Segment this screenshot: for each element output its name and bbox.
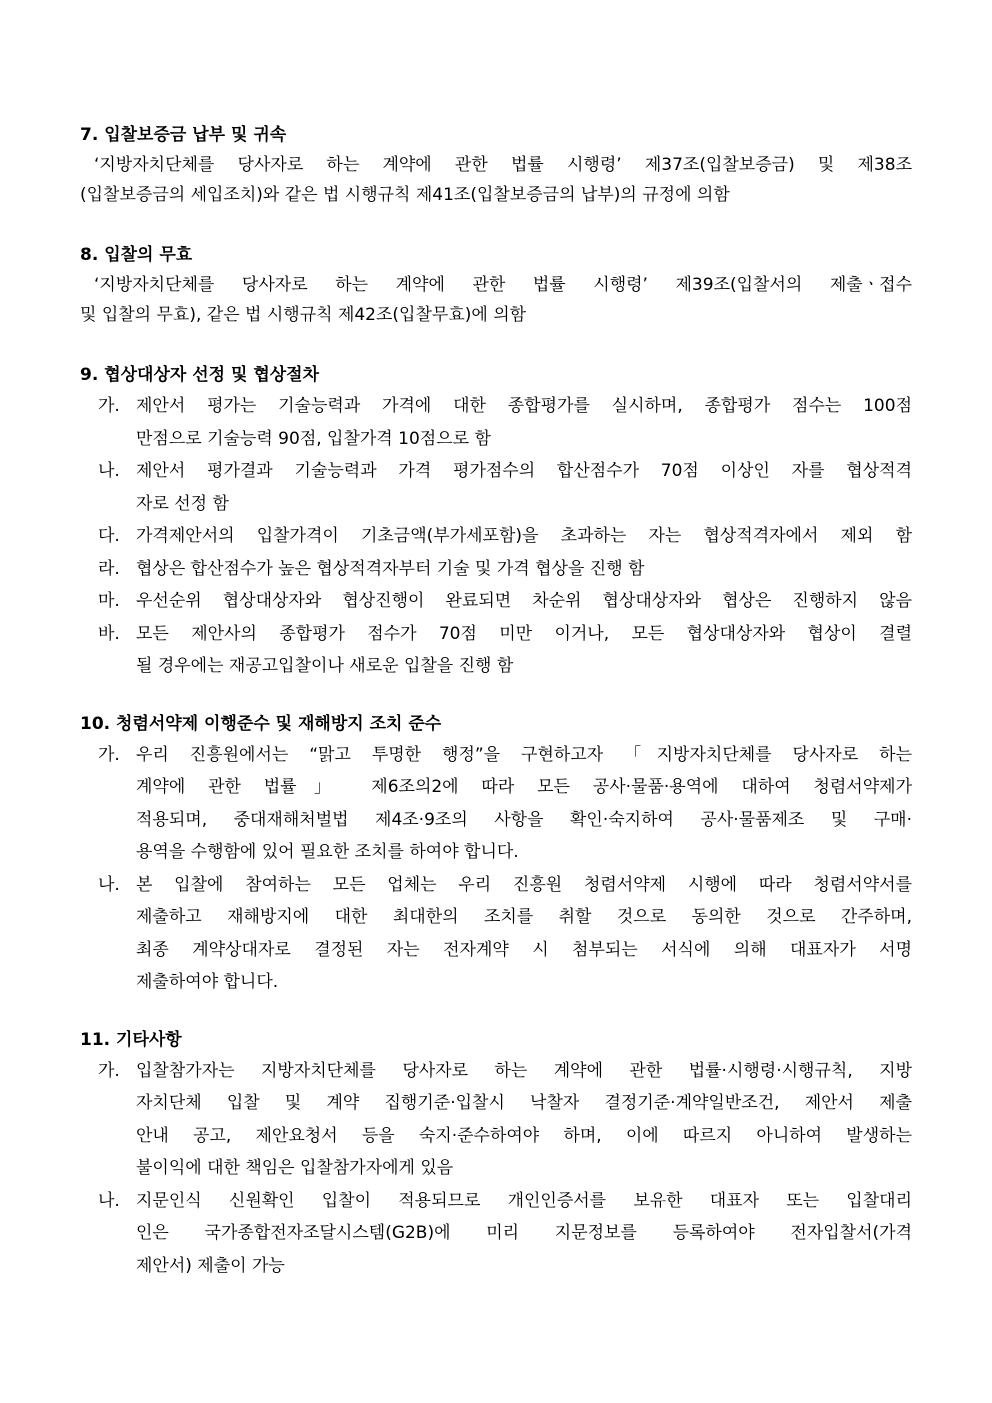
list-item-line: 우선순위 협상대상자와 협상진행이 완료되면 차순위 협상대상자와 협상은 진행하지 않음 [136, 591, 912, 611]
list-item-line: 자로 선정 함 [136, 493, 229, 514]
list-item-line: 본 입찰에 참여하는 모든 업체는 우리 진흥원 청렴서약제 시행에 따라 청렴서약서를 [136, 874, 912, 895]
list-item [80, 585, 912, 618]
list-marker: 나. [98, 874, 120, 895]
list-marker: 가. [98, 744, 120, 765]
section-heading: 9. 협상대상자 선정 및 협상절차 [80, 365, 320, 385]
list-item-line: 최종 계약상대자로 결정된 자는 전자계약 시 첨부되는 서식에 의해 대표자가 서명 [136, 939, 912, 960]
list-item-line: 계약에 관한 법률」 제6조의2에 따라 모든 공사·물품·용역에 대하여 청렴서약제가 [136, 777, 912, 797]
section-heading: 10. 청렴서약제 이행준수 및 재해방지 조치 준수 [80, 713, 442, 734]
section-heading: 8. 입찰의 무효 [80, 245, 193, 265]
section-8 [80, 240, 912, 330]
list-item-line: 제출하여야 합니다. [136, 972, 279, 992]
list-item-line: 제안서 평가는 기술능력과 가격에 대한 종합평가를 실시하며, 종합평가 점수는 100점 [136, 396, 912, 416]
list-item [80, 1055, 912, 1185]
list-item [80, 739, 912, 869]
paragraph-line: (입찰보증금의 세입조치)와 같은 법 시행규칙 제41조(입찰보증금의 납부)의 규정에 의함 [80, 185, 730, 205]
section-paragraph [80, 150, 912, 210]
list-marker: 가. [98, 396, 120, 416]
list-marker: 바. [98, 623, 120, 644]
list-marker: 라. [98, 558, 120, 579]
list-item [80, 618, 912, 683]
list-marker: 나. [98, 1190, 120, 1211]
list-item-line: 제안서 평가결과 기술능력과 가격 평가점수의 합산점수가 70점 이상인 자를 협상적격 [136, 461, 912, 481]
list-item [80, 455, 912, 520]
list-item-line: 만점으로 기술능력 90점, 입찰가격 10점으로 함 [136, 428, 491, 449]
list-item [80, 869, 912, 999]
list-item [80, 1185, 912, 1283]
list-item-line: 적용되며, 중대재해처벌법 제4조·9조의 사항을 확인·숙지하여 공사·물품제조 및 구매· [136, 809, 912, 830]
list-item-line: 용역을 수행함에 있어 필요한 조치를 하여야 합니다. [136, 842, 519, 862]
section-9 [80, 360, 912, 683]
list-item [80, 553, 912, 586]
section-heading: 7. 입찰보증금 납부 및 귀속 [80, 125, 287, 145]
list-item-line: 입찰참가자는 지방자치단체를 당사자로 하는 계약에 관한 법률·시행령·시행규칙, 지방 [136, 1060, 912, 1081]
list-item-line: 안내 공고, 제안요청서 등을 숙지·준수하여야 하며, 이에 따르지 아니하여 발생하는 [136, 1125, 912, 1146]
paragraph-line: 및 입찰의 무효), 같은 법 시행규칙 제42조(입찰무효)에 의함 [80, 305, 527, 325]
list-item-line: 불이익에 대한 책임은 입찰참가자에게 있음 [136, 1158, 454, 1178]
list-item-line: 제출하고 재해방지에 대한 최대한의 조치를 취할 것으로 동의한 것으로 간주하며, [136, 907, 912, 927]
section-10 [80, 709, 912, 999]
list-item-line: 우리 진흥원에서는 “맑고 투명한 행정”을 구현하고자 「지방자치단체를 당사자로 하는 [136, 744, 912, 765]
list-item-line: 인은 국가종합전자조달시스템(G2B)에 미리 지문정보를 등록하여야 전자입찰서(가격 [136, 1223, 912, 1243]
paragraph-line: ‘지방자치단체를 당사자로 하는 계약에 관한 법률 시행령’ 제37조(입찰보증금) 및 제38조 [94, 155, 912, 175]
list-item-line: 지문인식 신원확인 입찰이 적용되므로 개인인증서를 보유한 대표자 또는 입찰대리 [136, 1190, 912, 1211]
section-11 [80, 1025, 912, 1283]
list-marker: 마. [98, 591, 120, 611]
list-item-line: 자치단체 입찰 및 계약 집행기준·입찰시 낙찰자 결정기준·계약일반조건, 제안서 제출 [136, 1093, 912, 1113]
list-item [80, 520, 912, 553]
list-item-line: 될 경우에는 재공고입찰이나 새로운 입찰을 진행 함 [136, 656, 514, 676]
section-7 [80, 120, 912, 210]
list-item-line: 가격제안서의 입찰가격이 기초금액(부가세포함)을 초과하는 자는 협상적격자에서 제외 함 [136, 526, 912, 546]
list-item-line: 협상은 합산점수가 높은 협상적격자부터 기술 및 가격 협상을 진행 함 [136, 558, 645, 579]
list-marker: 나. [98, 461, 120, 481]
list-item [80, 390, 912, 455]
list-marker: 가. [98, 1060, 120, 1081]
list-item-line: 제안서) 제출이 가능 [136, 1255, 285, 1276]
list-marker: 다. [98, 526, 120, 546]
document-page [80, 120, 912, 1282]
section-heading: 11. 기타사항 [80, 1029, 182, 1050]
section-paragraph [80, 270, 912, 330]
paragraph-line: ‘지방자치단체를 당사자로 하는 계약에 관한 법률 시행령’ 제39조(입찰서의 제출ㆍ접수 [94, 275, 912, 295]
list-item-line: 모든 제안사의 종합평가 점수가 70점 미만 이거나, 모든 협상대상자와 협상이 결렬 [136, 623, 912, 644]
